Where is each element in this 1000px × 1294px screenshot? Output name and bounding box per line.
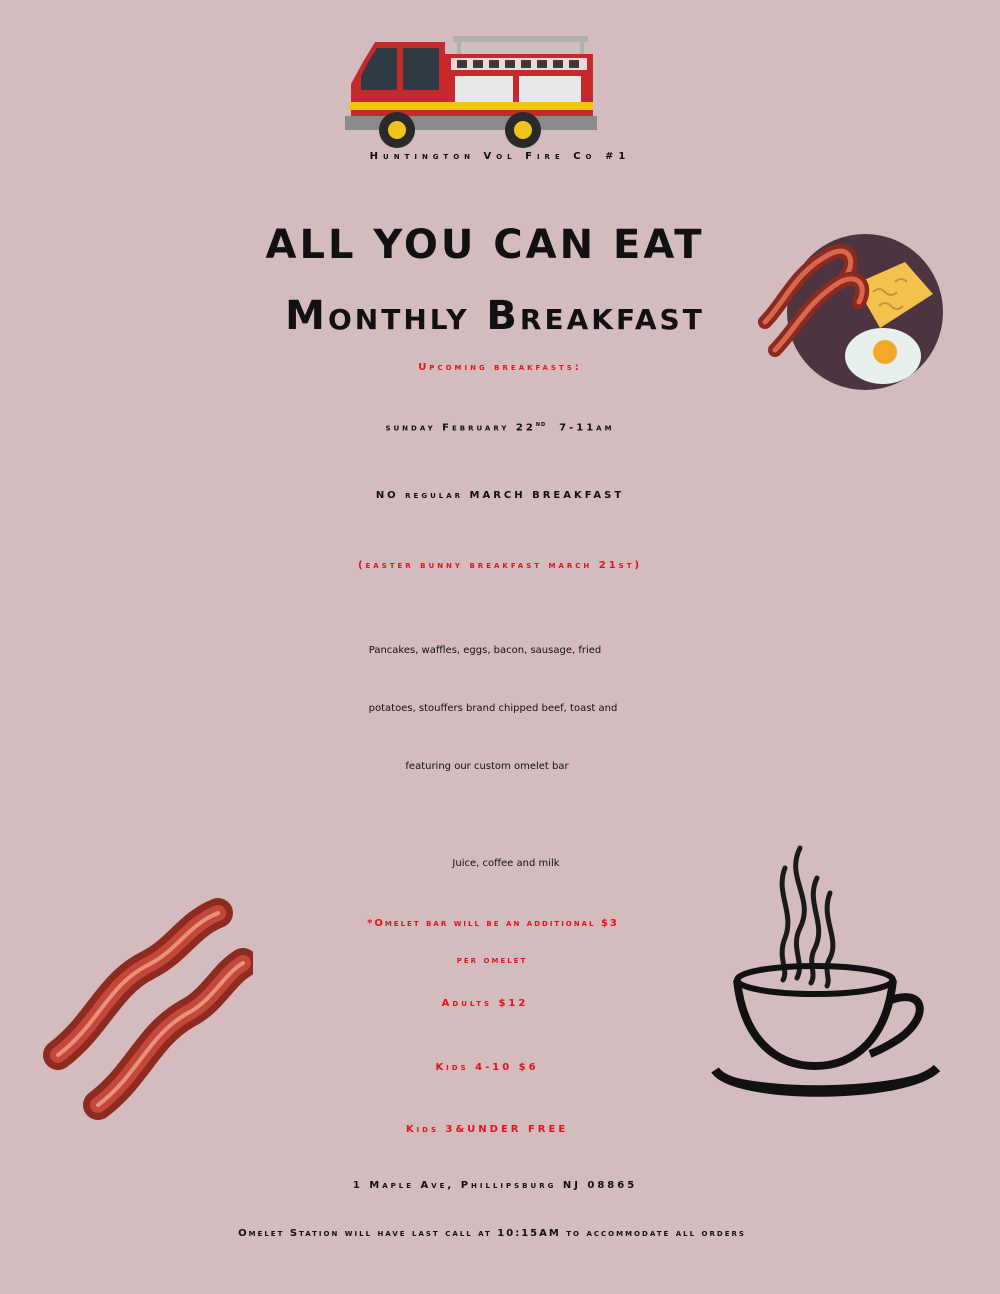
omelet-note-2: per omelet xyxy=(456,955,528,966)
all-you-can-eat-heading: ALL YOU CAN EAT xyxy=(265,222,705,268)
date-suffix: ND xyxy=(535,422,547,428)
fire-truck-icon xyxy=(345,32,600,150)
easter-breakfast-note: (easter bunny breakfast march 21st) xyxy=(357,560,643,571)
upcoming-heading: Upcoming breakfasts: xyxy=(418,362,582,373)
time-text: 7-11am xyxy=(559,422,615,434)
kids-price: Kids 4-10 $6 xyxy=(435,1062,539,1073)
no-breakfast-notice: NO regular MARCH BREAKFAST xyxy=(375,490,625,501)
drinks-line: Juice, coffee and milk xyxy=(452,858,560,869)
monthly-breakfast-heading: Monthly Breakfast xyxy=(285,293,705,339)
last-call-note: Omelet Station will have last call at 10:15AM to accommodate all orders xyxy=(238,1228,746,1239)
date-text: sunday February 22 xyxy=(385,422,536,434)
omelet-note-1: *Omelet bar will be an additional $3 xyxy=(367,918,619,929)
address: 1 Maple Ave, Phillipsburg NJ 08865 xyxy=(352,1180,638,1191)
menu-line-2: potatoes, stouffers brand chipped beef, toast and xyxy=(368,703,618,714)
menu-line-3: featuring our custom omelet bar xyxy=(405,761,569,772)
date-line xyxy=(0,422,1000,434)
bacon-icon xyxy=(38,895,253,1130)
adult-price: Adults $12 xyxy=(441,998,529,1009)
kids-free: Kids 3&UNDER FREE xyxy=(405,1124,569,1135)
page-title: Huntington Vol Fire Co #1 xyxy=(369,151,631,162)
menu-line-1: Pancakes, waffles, eggs, bacon, sausage, fried xyxy=(368,645,602,656)
